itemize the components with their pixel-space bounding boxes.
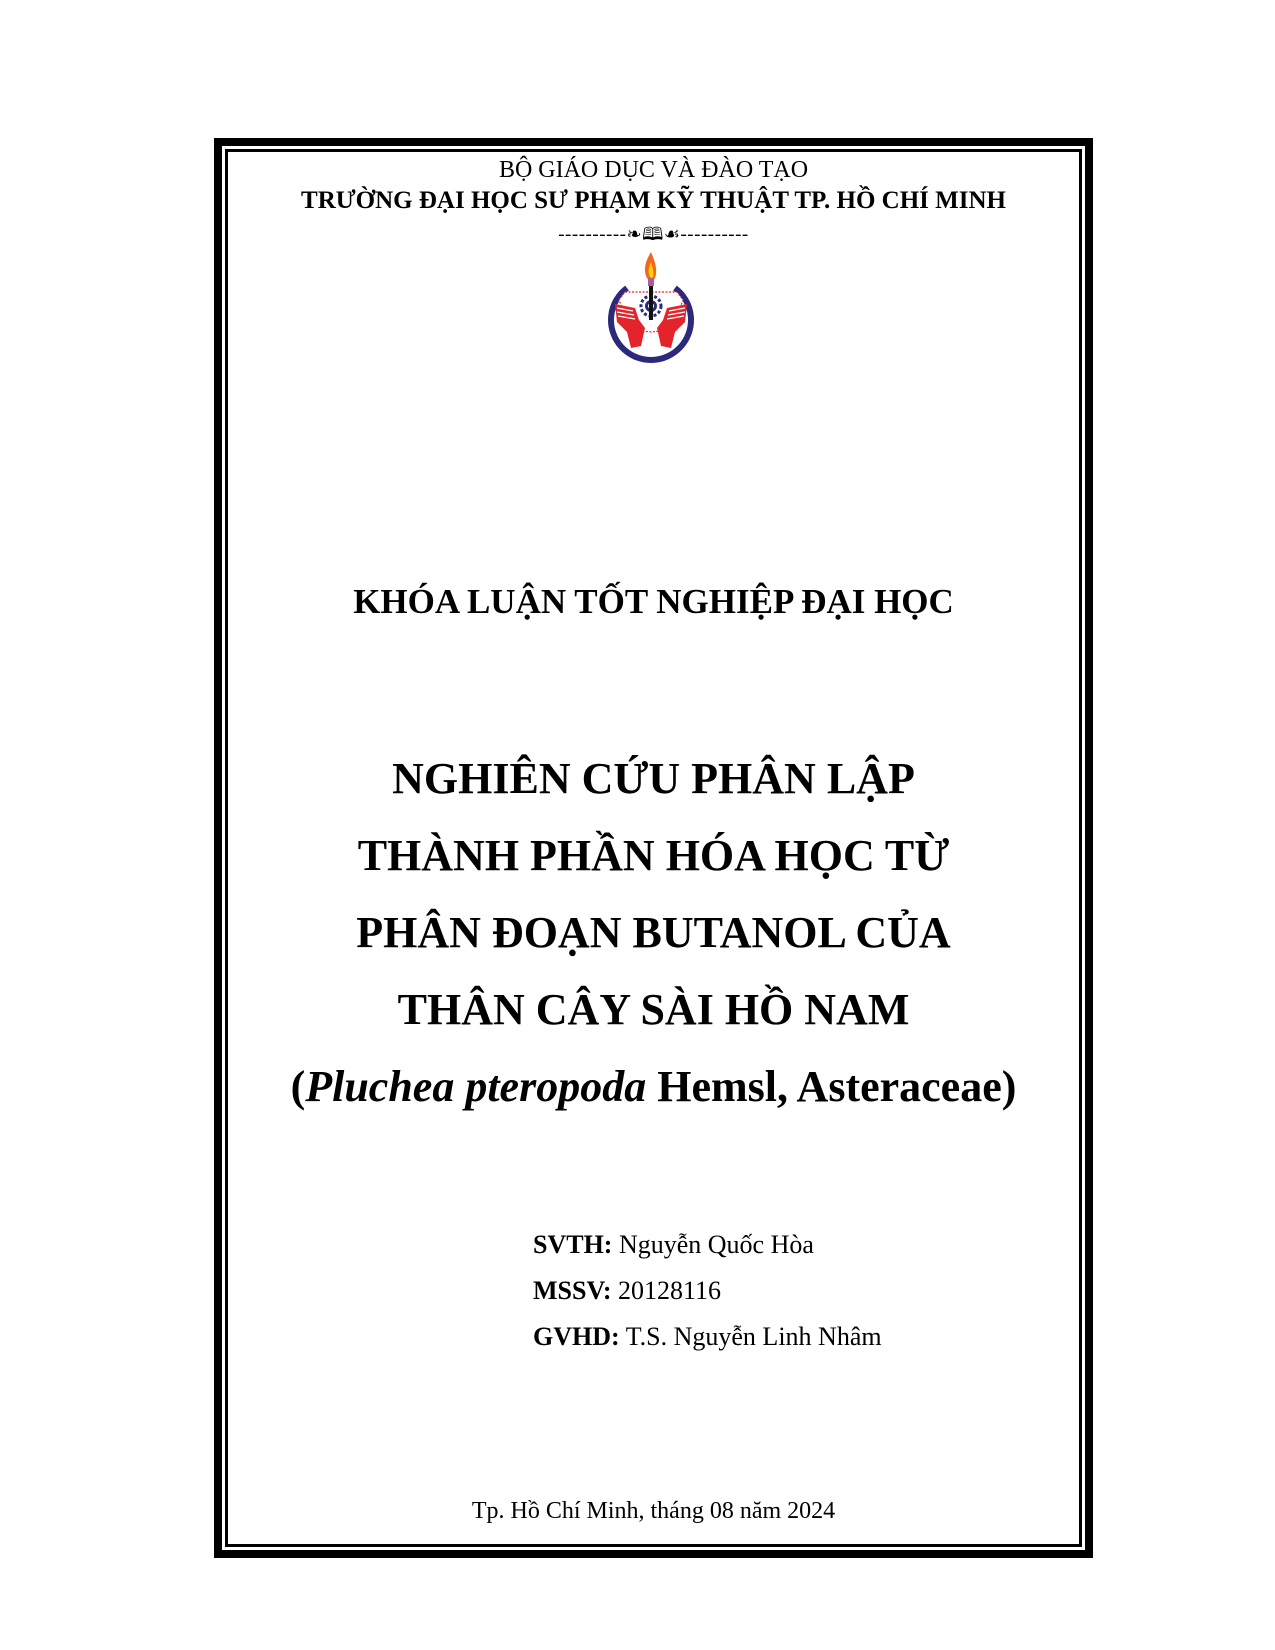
place-date: Tp. Hồ Chí Minh, tháng 08 năm 2024: [471, 1498, 836, 1524]
thesis-title-line-1: NGHIÊN CỨU PHÂN LẬP: [392, 754, 915, 803]
divider-dashes-left: ----------: [558, 224, 627, 245]
thesis-type: KHÓA LUẬN TỐT NGHIỆP ĐẠI HỌC: [353, 582, 954, 621]
thesis-title-line-3: PHÂN ĐOẠN BUTANOL CỦA: [356, 908, 951, 957]
thesis-title-line-2: THÀNH PHẦN HÓA HỌC TỪ: [357, 831, 950, 880]
university-name: TRƯỜNG ĐẠI HỌC SƯ PHẠM KỸ THUẬT TP. HỒ CHÍ MINH: [301, 187, 1006, 214]
advisor-label: GVHD:: [533, 1322, 620, 1351]
advisor-name: T.S. Nguyễn Linh Nhâm: [625, 1322, 882, 1351]
decorative-divider: [214, 222, 1093, 247]
student-name: Nguyễn Quốc Hòa: [618, 1230, 814, 1259]
student-label: SVTH:: [533, 1230, 613, 1259]
student-info: [533, 1230, 814, 1260]
divider-dashes-right: ----------: [680, 224, 749, 245]
species-scientific-name: Pluchea pteropoda: [305, 1062, 647, 1111]
advisor-info: [533, 1322, 882, 1352]
thesis-title-line-4: THÂN CÂY SÀI HỒ NAM: [397, 985, 910, 1034]
student-id-info: [533, 1276, 721, 1306]
species-paren-open: (: [290, 1062, 306, 1111]
student-id: 20128116: [618, 1276, 722, 1305]
ornament-right-icon: ☙: [663, 224, 681, 244]
species-name: [214, 1062, 1093, 1112]
open-book-icon: 🕮: [642, 224, 664, 244]
ornament-left-icon: ❧: [626, 224, 643, 244]
university-logo-icon: [605, 248, 697, 366]
species-authority-family: Hemsl, Asteraceae): [646, 1062, 1017, 1111]
student-id-label: MSSV:: [533, 1276, 612, 1305]
ministry-name: BỘ GIÁO DỤC VÀ ĐÀO TẠO: [498, 157, 809, 183]
